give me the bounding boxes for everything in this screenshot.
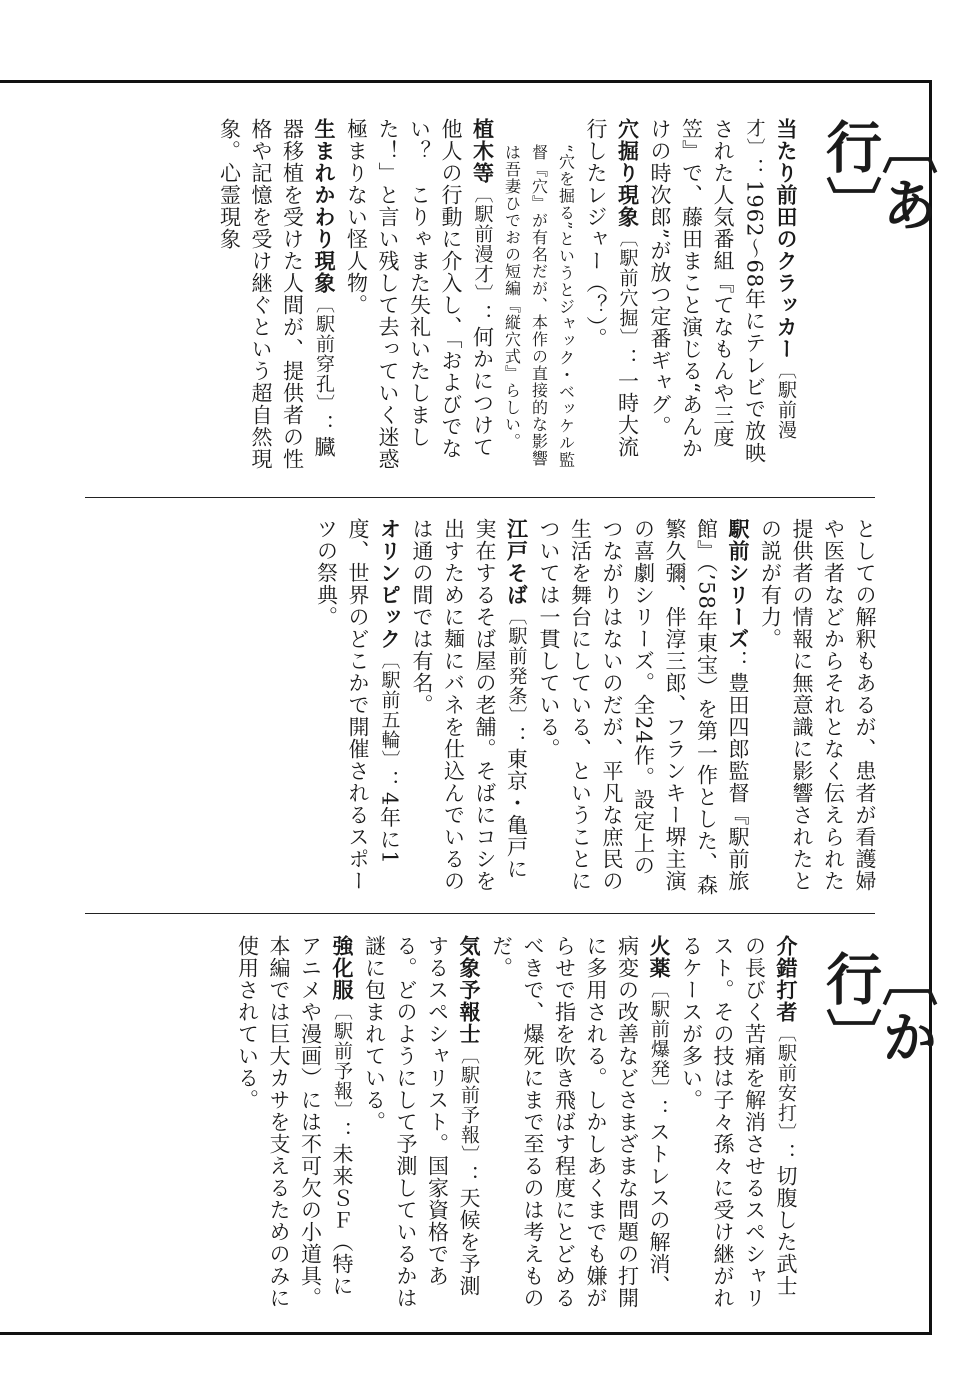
entry-term: 強化服 [330,935,355,1001]
entry-term: 火薬 [647,935,672,979]
entry-tag: 〔駅前漫才〕 [471,184,494,304]
entry-umarekawari [213,118,340,478]
entry-term: オリンピック [377,518,403,650]
glossary-band-b [85,518,880,898]
entry-text: ：豊田四郎監督『駅前旅館』（’58年東宝）を第一作とした、森繁久彌、伴淳三郎、フランキー堺主演の喜劇シリーズ。全24作。設定上のつながりはないのだが、平凡な庶民の生活を舞台にしている、ということについては一貫している。 [537,518,750,896]
entry-text: ：臓器移植を受けた人間が、提供者の性格や記憶を受け継ぐという超自然現象。心霊現象 [217,118,336,470]
entry-term: 気象予報士 [457,935,482,1045]
entry-kishou [358,935,485,1315]
entry-anahori [580,118,644,478]
entry-tag: 〔駅前穿孔〕 [313,294,335,414]
entry-text: ：東京・亀戸に実在するそば屋の老舗。そばにコシを出すために麺にバネを仕込んでいるのは通の間では有名。 [410,518,529,892]
entry-text: ：一時大流行したレジャー（？）。 [584,118,640,458]
entry-continued: としての解釈もあるが、患者が看護婦や医者などからそれとなく伝えられた提供者の情報に無意識に影響されたとの説が有力。 [758,518,877,892]
section-heading-ka: 〔か行〕 [817,950,939,1066]
entry-olympic [310,518,406,898]
entry-tag: 〔駅前五輪〕 [378,650,401,770]
entry-tag: 〔駅前予報〕 [331,1001,353,1121]
entry-term: 植木等 [470,118,496,184]
entry-tag: 〔駅前発条〕 [505,606,528,726]
entry-ekimae-series [533,518,755,898]
entry-text: ：ストレスの解消、病変の改善などさまざまな問題の打開に多用される。しかしあくまでも嫌がらせで指を吹き飛ばす程度にとどめるべきで、爆死にまで至るのは考えものだ。 [489,935,671,1309]
entry-text: ：1962〜68年にテレビで放映された人気番組『てなもんや三度笠』で、藤田まこと演じる“あんかけの時次郎”が放つ定番ギャグ。 [648,118,767,465]
glossary-band-ka [85,935,802,1315]
entry-note: “穴を掘る”というとジャック・ベッケル監督『穴』が有名だが、本作の直接的な影響は吾妻ひでおの短編『縦穴式』らしい。 [502,144,576,469]
entry-atarimaeda [644,118,803,478]
entry-kaishaku [675,935,802,1315]
entry-text: ：何かにつけて他人の行動に介入し、「およびでない？ こりゃまた失礼いたしました！」と言い残して去っていく迷惑極まりない怪人物。 [344,118,495,470]
section-divider-top [85,497,875,498]
entry-tag: 〔駅前予報〕 [458,1045,480,1165]
entry-term: 穴掘り現象 [615,118,641,228]
entry-edosoba [406,518,533,898]
entry-term: 江戸そば [504,518,530,606]
entry-term: 駅前シリーズ [726,518,751,650]
entry-term: 介錯打者 [774,935,799,1023]
entry-text: ：未来ＳＦ（特にアニメや漫画）には不可欠の小道具。本編では巨大カサを支えるためのみに使用されている。 [235,935,354,1309]
entry-tag: 〔駅前穴掘〕 [616,228,639,348]
glossary-band-a [85,118,802,478]
entry-text: ：天候を予測するスペシャリスト。国家資格である。どのようにして予測しているかは謎に包まれている。 [362,935,481,1309]
section-heading-a: 〔あ行〕 [817,118,939,234]
entry-kyoukafuku [231,935,358,1315]
section-divider-bottom [85,913,875,914]
entry-kayaku [485,935,675,1315]
entry-text: ：4年に1度、世界のどこかで開催されるスポーツの祭典。 [314,518,402,892]
entry-text: ：切腹した武士の長びく苦痛を解消させるスペシャリスト。その技は子々孫々に受け継がれるケースが多い。 [679,935,798,1309]
entry-tag: 〔駅前安打〕 [775,1023,797,1143]
entry-tag: 〔駅前爆発〕 [648,979,670,1099]
entry-term: 生まれかわり現象 [312,118,337,294]
entry-term: 当たり前田のクラッカー [774,118,799,360]
entry-tag: 〔駅前漫才〕 [743,118,797,440]
entry-ueki [340,118,499,478]
